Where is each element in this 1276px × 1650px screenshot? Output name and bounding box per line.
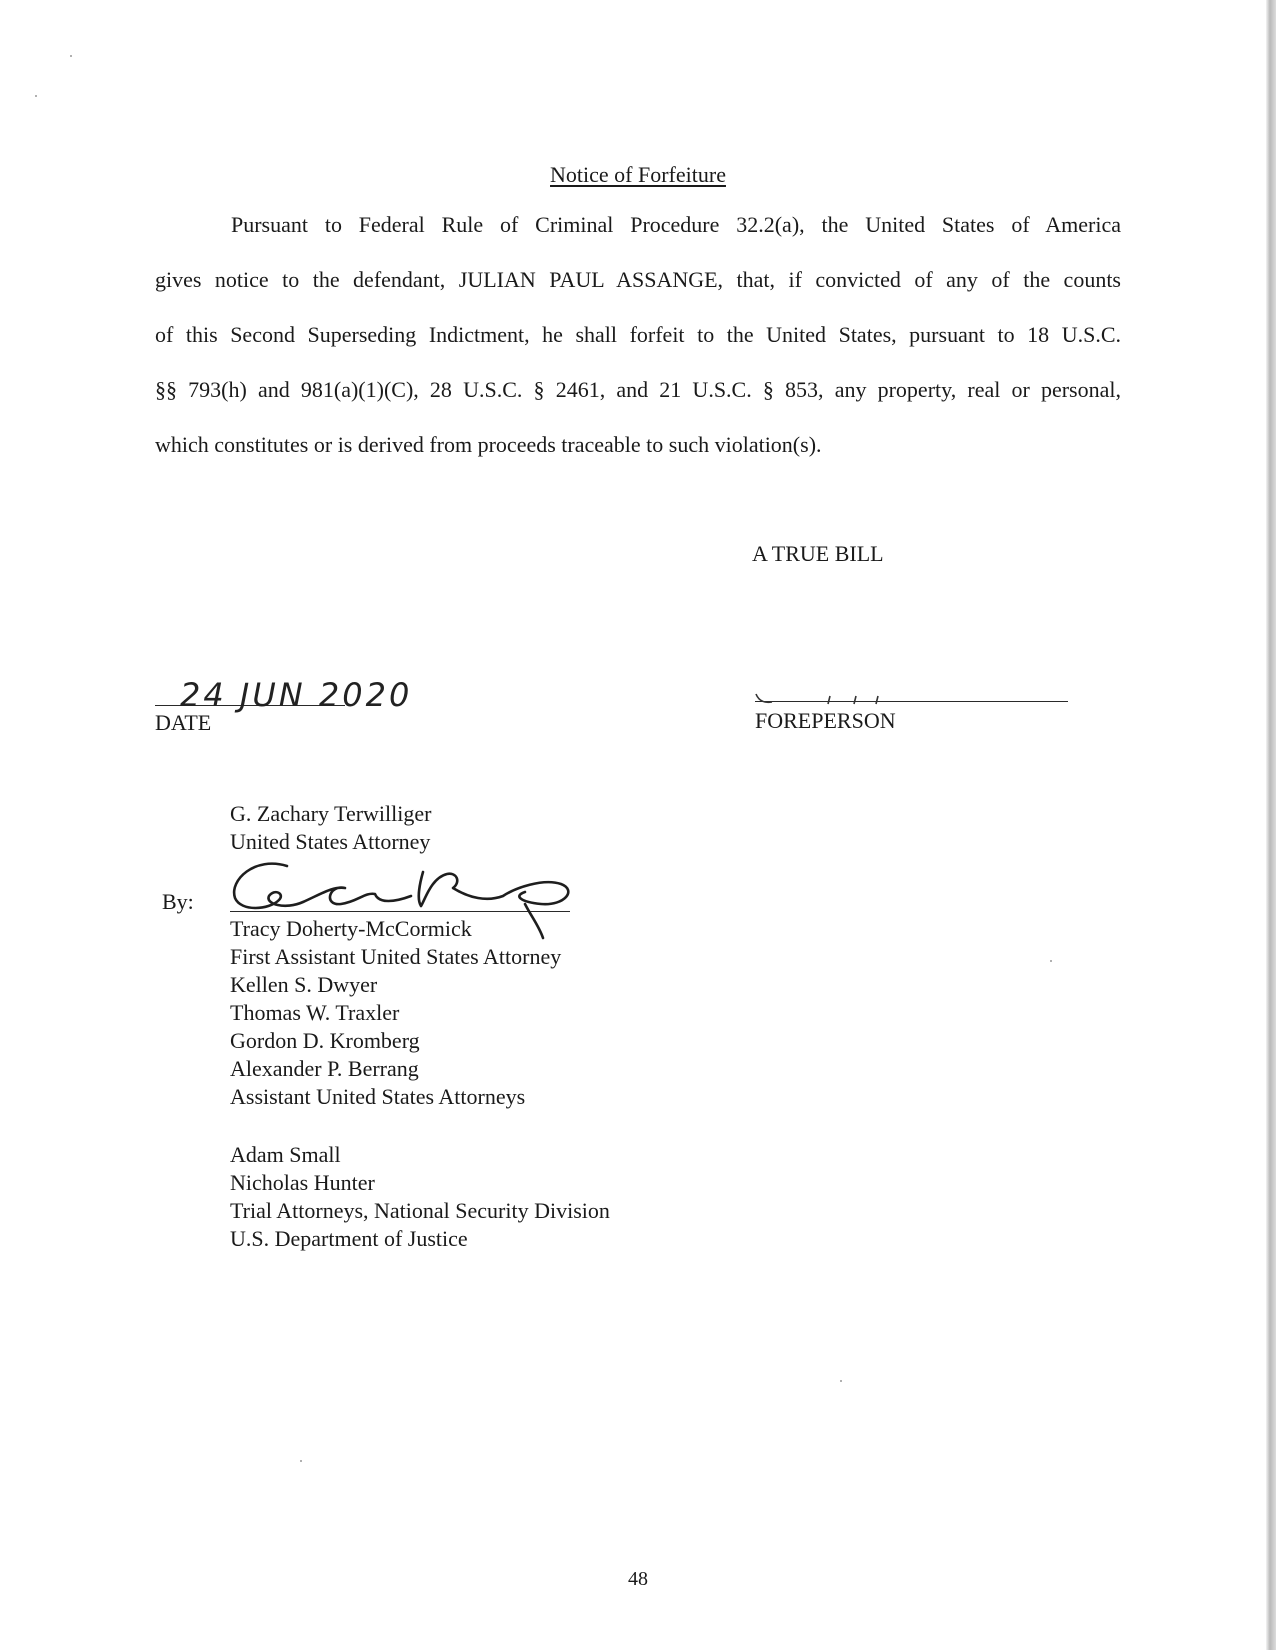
signer-line: Kellen S. Dwyer xyxy=(230,972,378,997)
signer-line: Alexander P. Berrang xyxy=(230,1056,419,1081)
signer-line: Tracy Doherty-McCormick xyxy=(230,916,472,941)
paragraph-line-1: Pursuant to Federal Rule of Criminal Procedure 32.2(a), the United States of America xyxy=(231,212,1121,237)
notice-heading: Notice of Forfeiture xyxy=(550,162,726,187)
page-number: 48 xyxy=(628,1568,648,1590)
scan-speck xyxy=(840,1380,842,1382)
trial-attorney-line: U.S. Department of Justice xyxy=(230,1226,468,1251)
scan-speck xyxy=(300,1460,302,1462)
scan-edge xyxy=(1266,0,1276,1650)
trial-attorney-line: Trial Attorneys, National Security Division xyxy=(230,1198,610,1223)
signer-line: Assistant United States Attorneys xyxy=(230,1084,526,1109)
paragraph-line-5: which constitutes or is derived from proceeds traceable to such violation(s). xyxy=(155,432,822,457)
us-attorney-name: G. Zachary Terwilliger xyxy=(230,801,432,826)
paragraph-line-3: of this Second Superseding Indictment, he shall forfeit to the United States, pursuant to 18 U.S.C. xyxy=(155,322,1121,347)
svg-text:24 JUN 2020: 24 JUN 2020 xyxy=(180,676,413,714)
date-handwriting xyxy=(178,670,418,715)
scan-speck xyxy=(35,95,37,97)
signer-line: First Assistant United States Attorney xyxy=(230,944,562,969)
trial-attorney-line: Nicholas Hunter xyxy=(230,1170,375,1195)
paragraph-line-2: gives notice to the defendant, JULIAN PAUL ASSANGE, that, if convicted of any of the counts xyxy=(155,267,1121,292)
true-bill-label: A TRUE BILL xyxy=(752,541,884,566)
foreperson-label: FOREPERSON xyxy=(755,708,896,733)
paragraph-line-4: §§ 793(h) and 981(a)(1)(C), 28 U.S.C. § 2461, and 21 U.S.C. § 853, any property, real or personal, xyxy=(155,377,1121,402)
scan-speck xyxy=(1050,960,1052,962)
us-attorney-title: United States Attorney xyxy=(230,829,431,854)
by-label: By: xyxy=(162,889,194,914)
trial-attorney-line: Adam Small xyxy=(230,1142,341,1167)
signer-line: Gordon D. Kromberg xyxy=(230,1028,420,1053)
signer-line: Thomas W. Traxler xyxy=(230,1000,400,1025)
date-label: DATE xyxy=(155,710,212,735)
scan-speck xyxy=(70,55,72,57)
